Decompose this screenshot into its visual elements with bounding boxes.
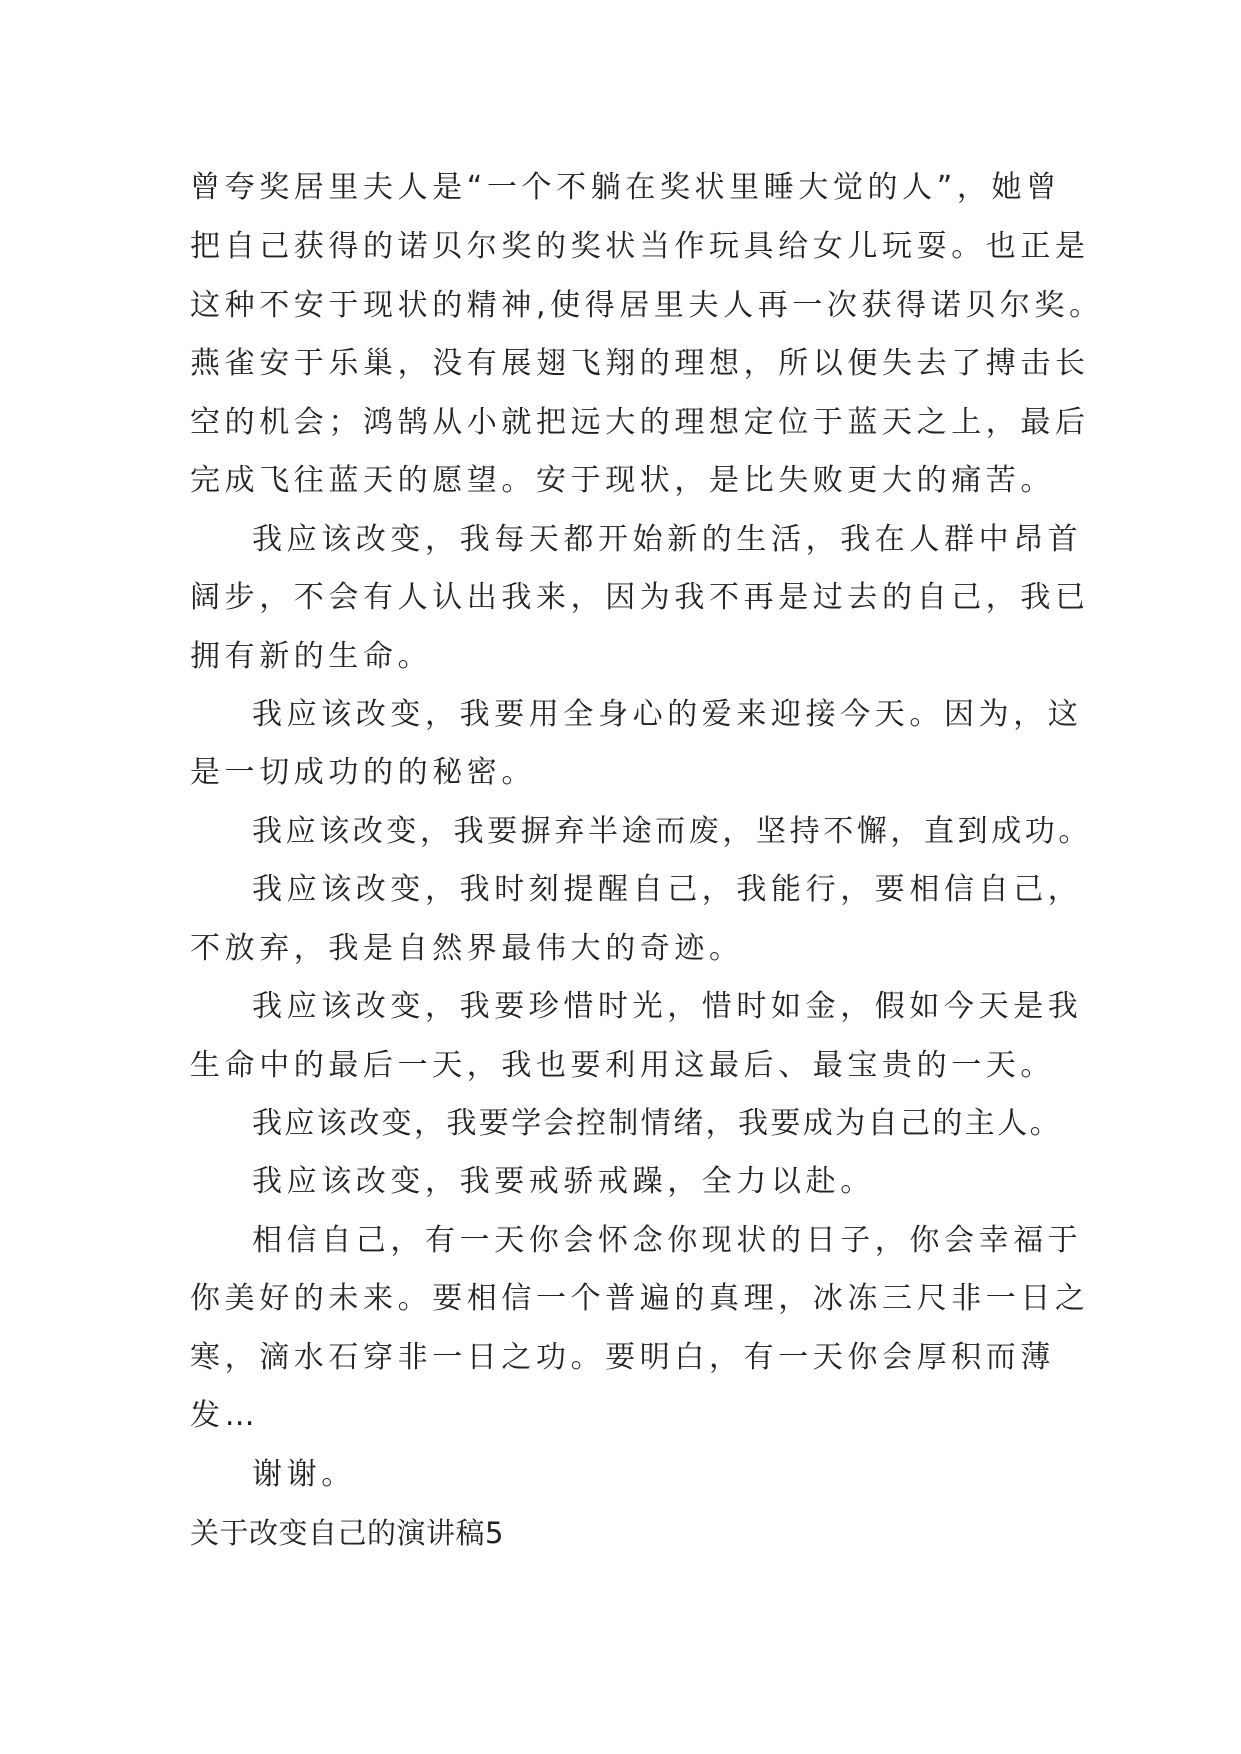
text-line: 我应该改变，我要珍惜时光，惜时如金，假如今天是我 xyxy=(252,989,1083,1024)
text-line: 我应该改变，我时刻提醒自己，我能行，要相信自己， xyxy=(252,872,1083,907)
text-line: 相信自己，有一天你会怀念你现状的日子，你会幸福于 xyxy=(252,1223,1083,1258)
text-line: 曾夸奖居里夫人是“一个不躺在奖状里睡大觉的人”，她曾 xyxy=(190,170,1061,205)
text-line: 把自己获得的诺贝尔奖的奖状当作玩具给女儿玩耍。也正是 xyxy=(190,229,1090,264)
text-line: 生命中的最后一天，我也要利用这最后、最宝贵的一天。 xyxy=(190,1048,1055,1083)
text-line: 发… xyxy=(190,1398,260,1433)
text-line: 阔步，不会有人认出我来，因为我不再是过去的自己，我已 xyxy=(190,580,1090,615)
text-line: 不放弃，我是自然界最伟大的奇迹。 xyxy=(190,931,744,966)
text-line: 寒，滴水石穿非一日之功。要明白，有一天你会厚积而薄 xyxy=(190,1340,1055,1375)
text-line: 我应该改变，我要学会控制情绪，我要成为自己的主人。 xyxy=(252,1106,1062,1141)
text-line: 燕雀安于乐巢，没有展翅飞翔的理想，所以便失去了搏击长 xyxy=(190,346,1090,381)
text-line: 我应该改变，我要用全身心的爱来迎接今天。因为，这 xyxy=(252,697,1083,732)
text-line: 我应该改变，我每天都开始新的生活，我在人群中昂首 xyxy=(252,522,1083,557)
text-line: 这种不安于现状的精神,使得居里夫人再一次获得诺贝尔奖。 xyxy=(190,288,1104,323)
text-line: 拥有新的生命。 xyxy=(190,639,433,674)
text-line: 是一切成功的的秘密。 xyxy=(190,755,536,790)
text-line: 空的机会；鸿鹄从小就把远大的理想定位于蓝天之上，最后 xyxy=(190,405,1090,440)
section-heading: 关于改变自己的演讲稿5 xyxy=(190,1516,504,1550)
text-line: 我应该改变，我要戒骄戒躁，全力以赴。 xyxy=(252,1164,875,1199)
text-line: 完成飞往蓝天的愿望。安于现状，是比失败更大的痛苦。 xyxy=(190,463,1055,498)
text-line: 你美好的未来。要相信一个普遍的真理，冰冻三尺非一日之 xyxy=(190,1281,1090,1316)
text-line: 我应该改变，我要摒弃半途而废，坚持不懈，直到成功。 xyxy=(252,814,1092,849)
text-line: 谢谢。 xyxy=(252,1457,356,1492)
